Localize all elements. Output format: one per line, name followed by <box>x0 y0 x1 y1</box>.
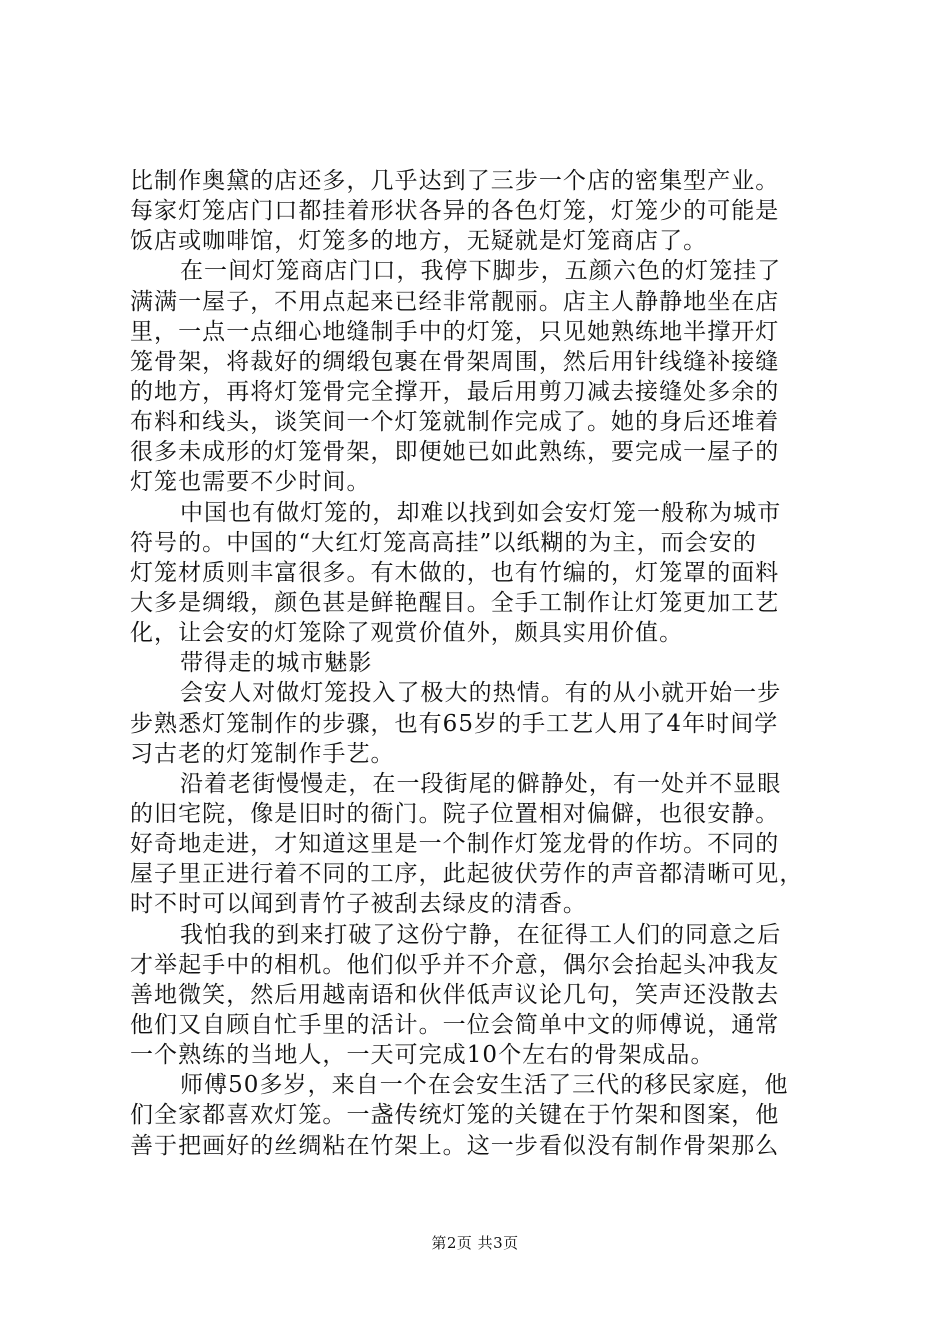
text-line: 化，让会安的灯笼除了观赏价值外，颇具实用价值。 <box>130 620 684 647</box>
text-line: 灯笼材质则丰富很多。有木做的，也有竹编的，灯笼罩的面料 <box>130 559 780 586</box>
text-line: 带得走的城市魅影 <box>180 650 373 677</box>
text-line: 在一间灯笼商店门口，我停下脚步，五颜六色的灯笼挂了 <box>180 258 782 285</box>
text-line: 大多是绸缎，颜色甚是鲜艳醒目。全手工制作让灯笼更加工艺 <box>130 589 780 616</box>
text-line: 很多未成形的灯笼骨架，即便她已如此熟练，要完成一屋子的 <box>130 439 780 466</box>
text-line: 善地微笑，然后用越南语和伙伴低声议论几句，笑声还没散去 <box>130 981 780 1008</box>
text-line: 的旧宅院，像是旧时的衙门。院子位置相对偏僻，也很安静。 <box>130 800 780 827</box>
text-line: 的地方，再将灯笼骨完全撑开，最后用剪刀减去接缝处多余的 <box>130 378 780 405</box>
text-line: 屋子里正进行着不同的工序，此起彼伏劳作的声音都清晰可见， <box>130 861 804 888</box>
text-line: 步熟悉灯笼制作的步骤，也有65岁的手工艺人用了4年时间学 <box>130 710 779 737</box>
text-line: 饭店或咖啡馆，灯笼多的地方，无疑就是灯笼商店了。 <box>130 228 708 255</box>
text-line: 每家灯笼店门口都挂着形状各异的各色灯笼，灯笼少的可能是 <box>130 198 780 225</box>
text-line: 才举起手中的相机。他们似乎并不介意，偶尔会抬起头冲我友 <box>130 951 780 978</box>
text-line: 中国也有做灯笼的，却难以找到如会安灯笼一般称为城市 <box>180 499 782 526</box>
text-line: 他们又自顾自忙手里的活计。一位会简单中文的师傅说，通常 <box>130 1011 780 1038</box>
text-line: 师傅50多岁，来自一个在会安生活了三代的移民家庭，他 <box>180 1072 789 1099</box>
text-line: 笼骨架，将裁好的绸缎包裹在骨架周围，然后用针线缝补接缝 <box>130 348 780 375</box>
text-line: 符号的。中国的“大红灯笼高高挂”以纸糊的为主，而会安的 <box>130 529 757 556</box>
text-line: 里，一点一点细心地缝制手中的灯笼，只见她熟练地半撑开灯 <box>130 318 780 345</box>
text-line: 灯笼也需要不少时间。 <box>130 469 371 496</box>
text-line: 们全家都喜欢灯笼。一盏传统灯笼的关键在于竹架和图案，他 <box>130 1102 780 1129</box>
text-line: 会安人对做灯笼投入了极大的热情。有的从小就开始一步 <box>180 680 782 707</box>
text-line: 我怕我的到来打破了这份宁静，在征得工人们的同意之后 <box>180 921 782 948</box>
text-line: 好奇地走进，才知道这里是一个制作灯笼龙骨的作坊。不同的 <box>130 831 780 858</box>
text-line: 满满一屋子，不用点起来已经非常靓丽。店主人静静地坐在店 <box>130 288 780 315</box>
body-text <box>130 166 835 1161</box>
text-line: 布料和线头，谈笑间一个灯笼就制作完成了。她的身后还堆着 <box>130 409 780 436</box>
text-line: 时不时可以闻到青竹子被刮去绿皮的清香。 <box>130 891 587 918</box>
text-line: 习古老的灯笼制作手艺。 <box>130 740 395 767</box>
page-footer: 第2页 共3页 <box>431 1234 519 1252</box>
text-line: 沿着老街慢慢走，在一段街尾的僻静处，有一处并不显眼 <box>180 770 782 797</box>
text-line: 一个熟练的当地人，一天可完成10个左右的骨架成品。 <box>130 1042 715 1069</box>
text-line: 比制作奥黛的店还多，几乎达到了三步一个店的密集型产业。 <box>130 168 780 194</box>
text-line: 善于把画好的丝绸粘在竹架上。这一步看似没有制作骨架那么 <box>130 1132 780 1159</box>
